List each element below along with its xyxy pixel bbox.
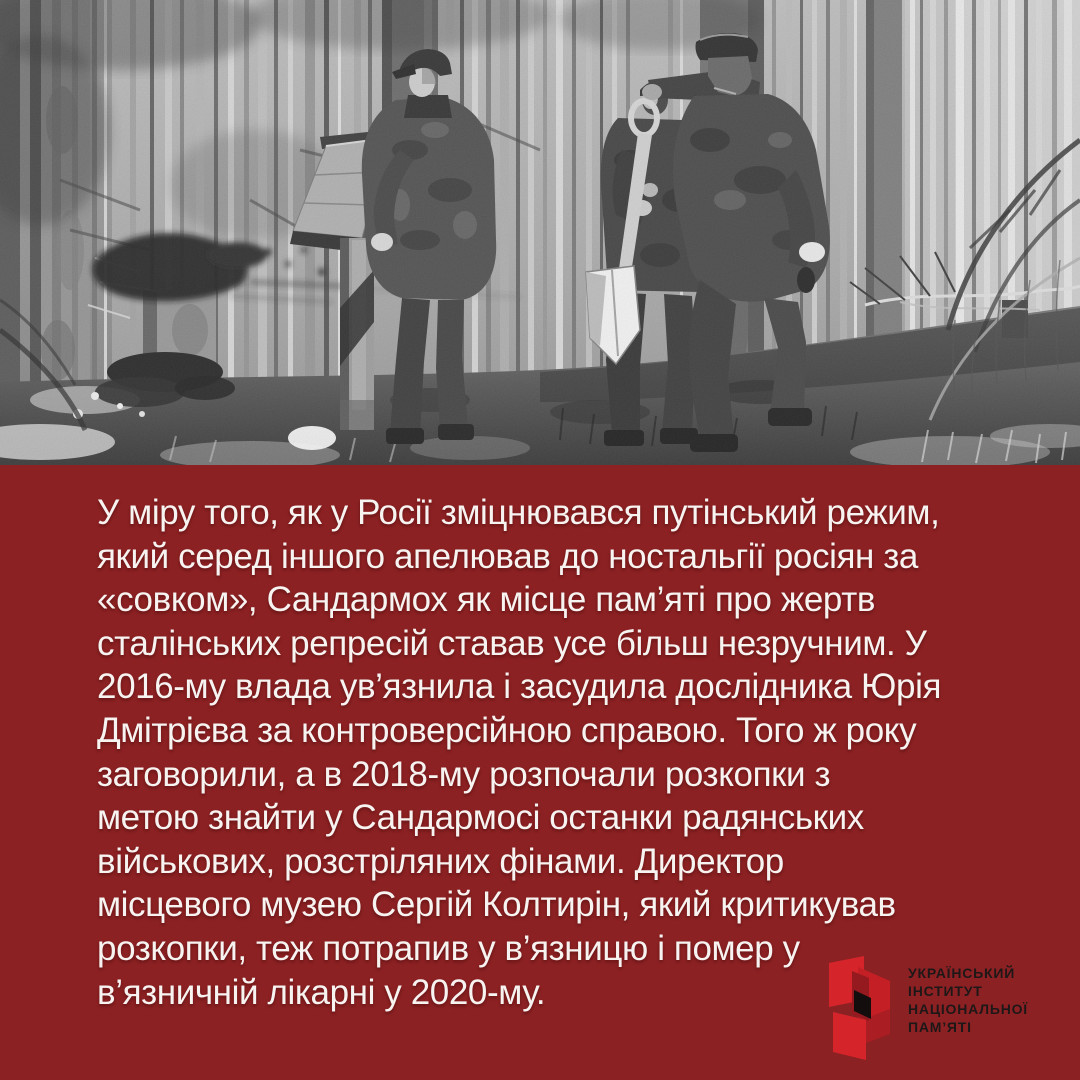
body-text-line: військових, розстріляних фінами. Директор (97, 841, 784, 881)
logo-text-line: ІНСТИТУТ (908, 983, 983, 999)
forest-photo (0, 0, 1080, 465)
body-text-line: в’язничній лікарні у 2020-му. (97, 972, 546, 1012)
uinp-logo (826, 954, 1028, 1064)
logo-text-line: НАЦІОНАЛЬНОЇ (908, 1001, 1028, 1017)
body-text-line: розкопки, теж потрапив у в’язницю і помер у (97, 928, 800, 968)
body-text-line: 2016-му влада ув’язнила і засудила дослідника Юрія (97, 667, 941, 707)
uinp-logo-text (908, 954, 1028, 1036)
uinp-logo-icon (826, 954, 893, 1064)
body-text-line: «совком», Сандармох як місце пам’яті про жертв (97, 580, 876, 620)
body-text (97, 491, 1027, 1014)
body-text-line: У міру того, як у Росії зміцнювався путінський режим, (97, 493, 940, 532)
body-text-line: місцевого музею Сергій Колтирін, який критикував (97, 885, 896, 925)
logo-text-line: УКРАЇНСЬКИЙ (908, 965, 1016, 981)
logo-text-line: ПАМ’ЯТІ (908, 1019, 972, 1035)
film-grain (0, 0, 1080, 465)
body-text-line: сталінських репресій ставав усе більш незручним. У (97, 623, 927, 663)
body-text-line: метою знайти у Сандармосі останки радянських (97, 798, 864, 838)
body-text-line: заговорили, а в 2018-му розпочали розкопки з (97, 754, 831, 794)
forest-photo-illustration (0, 0, 1080, 465)
body-text-line: який серед іншого апелював до ностальгії росіян за (97, 536, 918, 576)
body-text-line: Дмітрієва за контроверсійною справою. Того ж року (97, 710, 917, 750)
